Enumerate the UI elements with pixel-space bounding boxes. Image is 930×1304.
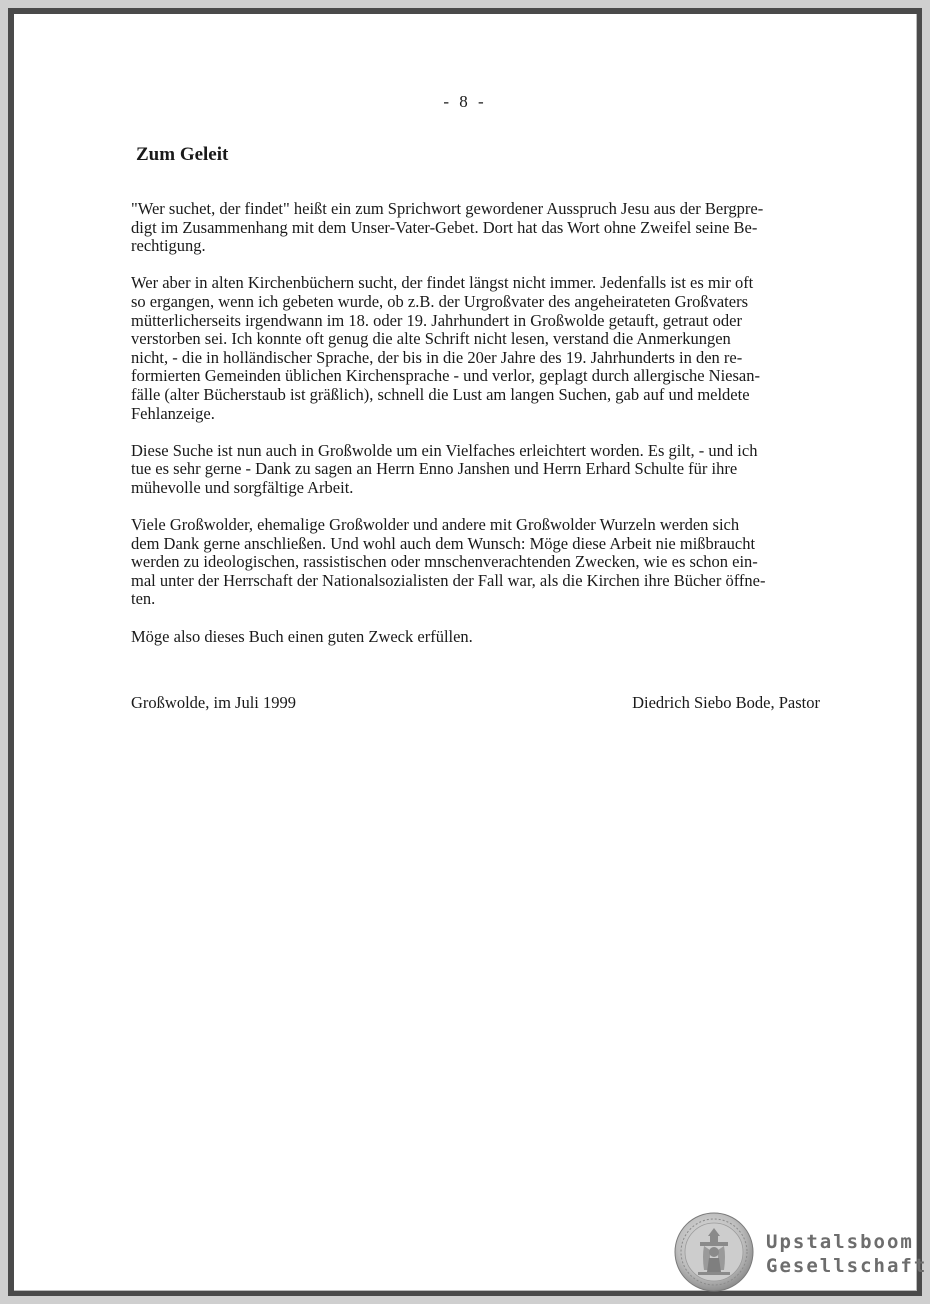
place-date: Großwolde, im Juli 1999 — [131, 693, 296, 712]
paragraph-3: Diese Suche ist nun auch in Großwolde um ein Vielfaches erleichtert worden. Es gilt, - und ich tue es sehr gerne - Dank zu sagen an Herrn Enno Janshen und Herrn Erhard Schulte für ihre mühevolle und sorgfältige Arbeit. — [131, 440, 758, 497]
watermark-logo — [766, 1230, 927, 1278]
paragraph-5: Möge also dieses Buch einen guten Zweck erfüllen. — [131, 626, 473, 646]
paragraph-4: Viele Großwolder, ehemalige Großwolder und andere mit Großwolder Wurzeln werden sich dem Dank gerne anschließen. Und wohl auch dem Wunsch: Möge diese Arbeit nie mißbraucht werden zu ideologischen, rassistischen oder mnschenverachtenden Zwecken, wie es schon ein- mal unter der Herrschaft der Nationalsozialisten der Fall war, als die Kirchen ihre Bücher öffne- ten. — [131, 515, 766, 609]
paragraph-1: "Wer suchet, der findet" heißt ein zum Sprichwort gewordener Ausspruch Jesu aus der Bergpre- digt im Zusammenhang mit dem Unser-Vater-Gebet. Dort hat das Wort ohne Zweifel seine Be- rechtigung. — [131, 199, 764, 256]
paragraph-2: Wer aber in alten Kirchenbüchern sucht, der findet längst nicht immer. Jedenfalls ist es mir oft so ergangen, wenn ich gebeten wurde, ob z.B. der Urgroßvater des angeheirateten Großvaters mütterlicherseits irgendwann im 18. oder 19. Jahrhundert in Großwolde getauft, getraut oder verstorben sei. Ich konnte oft genug die alte Schrift nicht lesen, verstand die Anmerkungen nicht, - die in holländischer Sprache, der bis in die 20er Jahre des 19. Jahrhunderts in den re- formierten Gemeinden üblichen Kirchensprache - und verlor, geplagt durch allergische Niesan- fälle (alter Bücherstaub ist gräßlich), schnell die Lust am langen Suchen, gab auf und meldete Fehlanzeige. — [131, 273, 760, 423]
watermark-line-2: Gesellschaft — [766, 1255, 928, 1277]
signature: Diedrich Siebo Bode, Pastor — [632, 693, 820, 712]
document-page — [14, 14, 928, 1291]
document-title: Zum Geleit — [136, 144, 229, 165]
page-number: - 8 - — [443, 92, 487, 111]
watermark-line-1: Upstalsboom — [766, 1231, 914, 1253]
seal-icon — [674, 1212, 754, 1292]
document-body — [131, 200, 848, 665]
